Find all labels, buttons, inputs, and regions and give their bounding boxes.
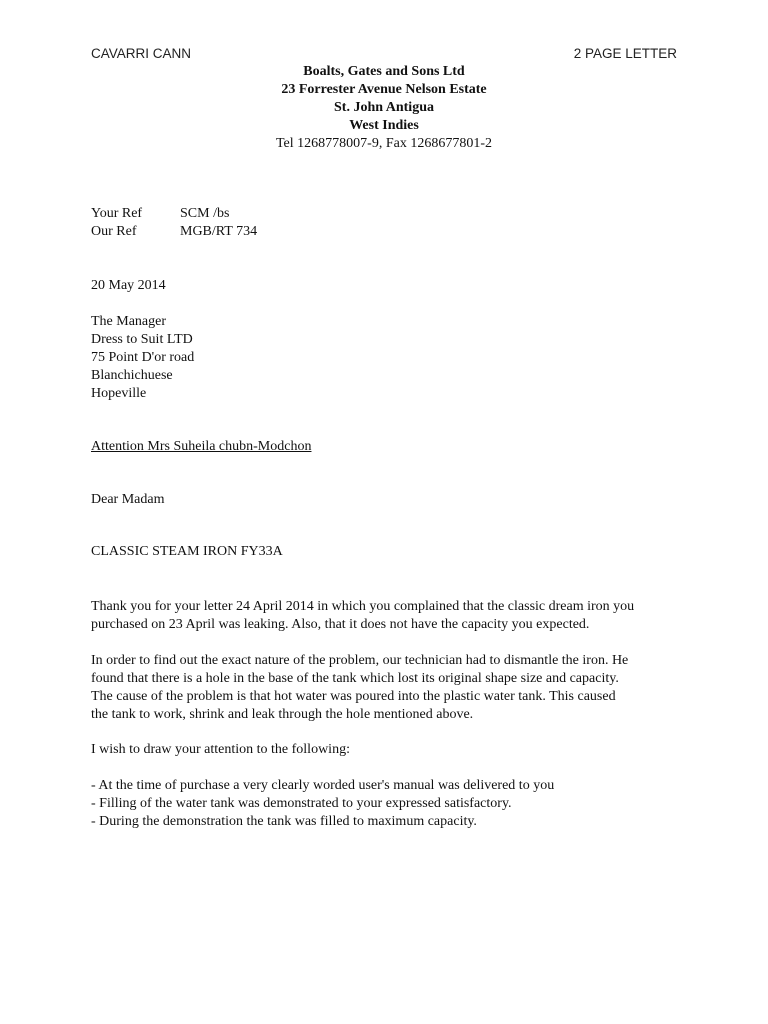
reference-label: Your Ref: [91, 206, 143, 221]
reference-value: SCM /bs: [180, 206, 230, 221]
body-paragraph: [91, 652, 681, 724]
list-item: - Filling of the water tank was demonstrated to your expressed satisfactory.: [91, 796, 512, 811]
recipient-line: The Manager: [91, 314, 167, 329]
company-name: Boalts, Gates and Sons Ltd: [303, 64, 465, 79]
recipient-line: Blanchichuese: [91, 368, 173, 383]
reference-label: Our Ref: [91, 224, 137, 239]
bullet-list: [91, 777, 681, 831]
body-paragraph: [91, 598, 681, 634]
header-author: CAVARRI CANN: [91, 46, 192, 61]
reference-row: [91, 223, 681, 241]
recipient-line: Dress to Suit LTD: [91, 332, 193, 347]
company-contact: Tel 1268778007-9, Fax 1268677801-2: [275, 136, 492, 151]
recipient-line: Hopeville: [91, 386, 147, 401]
header-page-label: 2 PAGE LETTER: [573, 46, 677, 61]
letterhead: [0, 63, 768, 153]
paragraph-line: The cause of the problem is that hot water was poured into the plastic water tank. This caused: [91, 689, 616, 704]
body-paragraph: [91, 741, 681, 759]
attention-line: [91, 438, 681, 456]
paragraph-line: purchased on 23 April was leaking. Also, that it does not have the capacity you expected.: [91, 617, 590, 632]
paragraph-line: I wish to draw your attention to the following:: [91, 742, 350, 757]
recipient-line: 75 Point D'or road: [91, 350, 195, 365]
paragraph-line: Thank you for your letter 24 April 2014 in which you complained that the classic dream iron you: [91, 599, 635, 614]
attention-text: Attention Mrs Suheila chubn-Modchon: [91, 439, 312, 454]
recipient-address: [91, 313, 681, 403]
paragraph-line: found that there is a hole in the base of the tank which lost its original shape size and capacity.: [91, 671, 619, 686]
reference-row: [91, 205, 681, 223]
reference-block: [91, 205, 681, 241]
company-address-line-1: 23 Forrester Avenue Nelson Estate: [281, 82, 487, 97]
company-address-line-3: West Indies: [349, 118, 419, 133]
paragraph-line: the tank to work, shrink and leak through the hole mentioned above.: [91, 707, 474, 722]
paragraph-line: In order to find out the exact nature of the problem, our technician had to dismantle the iron. He: [91, 653, 629, 668]
letter-date: 20 May 2014: [91, 278, 166, 293]
company-address-line-2: St. John Antigua: [334, 100, 434, 115]
salutation: Dear Madam: [91, 492, 165, 507]
list-item: - During the demonstration the tank was filled to maximum capacity.: [91, 814, 477, 829]
list-item: - At the time of purchase a very clearly worded user's manual was delivered to you: [91, 778, 555, 793]
reference-value: MGB/RT 734: [180, 224, 258, 239]
subject-line: CLASSIC STEAM IRON FY33A: [91, 544, 283, 559]
